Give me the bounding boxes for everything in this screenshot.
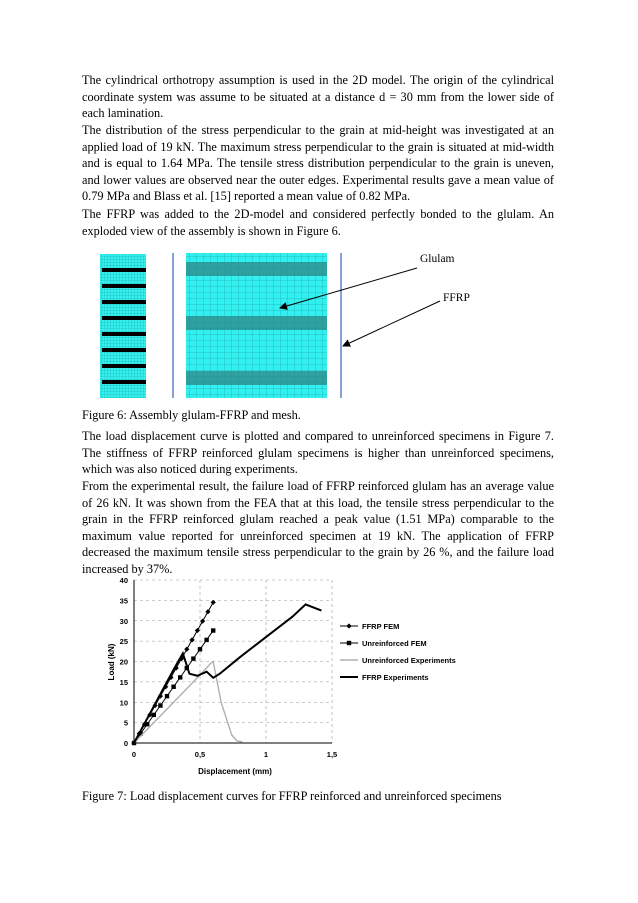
y-tick-40: 40 [119,576,128,585]
point-s0-14 [205,609,210,614]
chart-series [131,600,321,746]
point-s1-3 [152,713,156,717]
y-tick-25: 25 [119,637,128,647]
point-s1-4 [158,703,162,707]
y-tick-10: 10 [119,698,128,708]
y-tick-0: 0 [123,739,128,748]
figure-6-caption: Figure 6: Assembly glulam-FFRP and mesh. [82,408,301,422]
y-tick-30: 30 [119,616,128,626]
point-s1-10 [198,647,202,651]
paragraph-experimental-result: From the experimental result, the failure load of FFRP reinforced glulam has an average value of 26 kN. It was shown from the FEA that at this load, the tensile stress perpendicular to the grain in the FFRP reinforced glulam reached a peak value (1.51 MPa) comparable to the maximum value reported for unreinforced specimen at 19 kN. The application of FFRP decreased the maximum tensile stress perpendicular to the grain by 26 %, and the failure load increased by 37%. [82,479,554,576]
x-tick-0: 0 [131,750,137,759]
legend-label-2: Unreinforced Experiments [362,656,456,665]
x-tick-2: 1 [263,750,269,759]
x-axis-label: Displacement (mm) [198,767,272,776]
paragraph-ffrp-model: The FFRP was added to the 2D-model and considered perfectly bonded to the glulam. An exploded view of the assembly is shown in Figure 6. [82,207,554,238]
legend-label-3: FFRP Experiments [362,673,429,682]
point-s1-9 [191,656,195,660]
figure-7-caption: Figure 7: Load displacement curves for FFRP reinforced and unreinforced specimens [82,789,502,803]
y-tick-20: 20 [119,657,128,667]
label-ffrp: FFRP [443,292,470,304]
y-tick-35: 35 [119,596,128,606]
point-s1-12 [211,628,215,632]
paragraph-stress-distribution: The distribution of the stress perpendicular to the grain at mid-height was investigated at an applied load of 19 kN. The maximum stress perpendicular to the grain is situated at mid-width and is equal to 1.64 MPa. The tensile stress distribution perpendicular to the grain is uneven, and lower values are observed near the outer edges. Experimental results gave a mean value of 0.79 MPa and Blass et al. [15] reported a mean value of 0.82 MPa. [82,123,554,204]
paragraph-load-displacement: The load displacement curve is plotted and compared to unreinforced specimens in Figure 7. The stiffness of FFRP reinforced glulam specimens is higher than unreinforced specimens, which was also noticed during experiments. [82,429,554,477]
chart-legend [340,622,456,682]
x-tick-3: 1,5 [326,750,338,759]
y-tick-15: 15 [119,677,128,687]
point-s1-7 [178,675,182,679]
paragraph-cylindrical-orthotropy: The cylindrical orthotropy assumption is used in the 2D model. The origin of the cylindrical coordinate system was assume to be situated at a distance d = 30 mm from the lower side of each lamination. [82,73,554,121]
legend-marker-0 [346,623,351,628]
point-s0-10 [184,647,189,652]
point-s0-15 [211,600,216,605]
legend-marker-1 [347,641,351,645]
label-glulam: Glulam [420,253,455,265]
assembly-mesh-drawing [98,250,358,400]
point-s0-11 [189,637,194,642]
x-tick-1: 0,5 [194,750,206,759]
point-s1-11 [204,638,208,642]
load-displacement-chart [100,572,470,782]
legend-label-0: FFRP FEM [362,622,400,631]
chart-grid [134,580,332,743]
y-axis-label: Load (kN) [107,643,116,681]
legend-label-1: Unreinforced FEM [362,639,427,648]
point-s1-5 [165,694,169,698]
point-s0-12 [195,628,200,633]
point-s0-13 [200,619,205,624]
y-tick-5: 5 [123,718,128,728]
figure-6-mesh [98,250,358,405]
point-s1-6 [171,685,175,689]
figure-7-chart [100,572,470,787]
